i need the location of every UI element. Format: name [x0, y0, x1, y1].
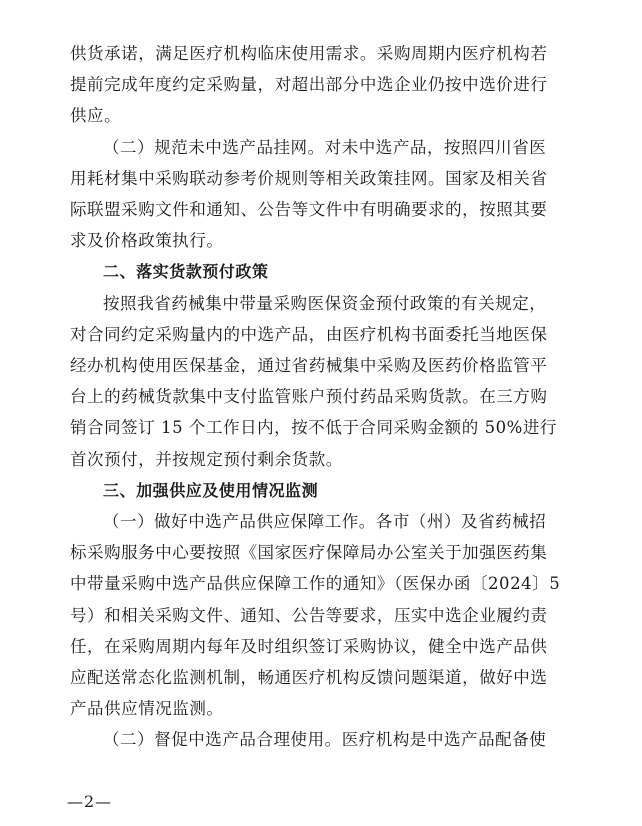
- text-line: 提前完成年度约定采购量，对超出部分中选企业仍按中选价进行: [70, 75, 548, 95]
- text-line: （二）规范未中选产品挂网。对未中选产品，按照四川省医: [103, 137, 547, 157]
- text-line: （二）督促中选产品合理使用。医疗机构是中选产品配备使: [103, 730, 547, 750]
- section-heading: 二、落实货款预付政策: [103, 262, 269, 282]
- text-line: 按照我省药械集中带量采购医保资金预付政策的有关规定，: [103, 293, 547, 313]
- text-line: 产品供应情况监测。: [70, 699, 224, 719]
- text-line: 际联盟采购文件和通知、公告等文件中有明确要求的，按照其要: [70, 200, 548, 220]
- text-line: 任，在采购周期内每年及时组织签订采购协议，健全中选产品供: [70, 636, 548, 656]
- page-number: —2—: [67, 792, 113, 811]
- text-line: 对合同约定采购量内的中选产品，由医疗机构书面委托当地医保: [70, 324, 548, 344]
- text-line: 号）和相关采购文件、通知、公告等要求，压实中选企业履约责: [70, 605, 548, 625]
- text-line: 供应。: [70, 106, 122, 126]
- text-line: 经办机构使用医保基金，通过省药械集中采购及医药价格监管平: [70, 356, 548, 376]
- text-line: 求及价格政策执行。: [70, 231, 224, 251]
- text-line: 标采购服务中心要按照《国家医疗保障局办公室关于加强医药集: [70, 543, 548, 563]
- text-line: 销合同签订 15 个工作日内，按不低于合同采购金额的 50%进行: [70, 418, 558, 438]
- text-line: （一）做好中选产品供应保障工作。各市（州）及省药械招: [103, 512, 547, 532]
- text-line: 供货承诺，满足医疗机构临床使用需求。采购周期内医疗机构若: [70, 44, 548, 63]
- text-line: 中带量采购中选产品供应保障工作的通知》（医保办函〔2024〕5: [70, 574, 561, 594]
- text-line: 首次预付，并按规定预付剩余货款。: [70, 449, 343, 469]
- text-line: 台上的药械货款集中支付监管账户预付药品采购货款。在三方购: [70, 387, 548, 407]
- text-line: 应配送常态化监测机制，畅通医疗机构反馈问题渠道，做好中选: [70, 668, 548, 688]
- document-body: [70, 38, 580, 756]
- section-heading: 三、加强供应及使用情况监测: [103, 480, 319, 500]
- text-line: 用耗材集中采购联动参考价规则等相关政策挂网。国家及相关省: [70, 168, 548, 188]
